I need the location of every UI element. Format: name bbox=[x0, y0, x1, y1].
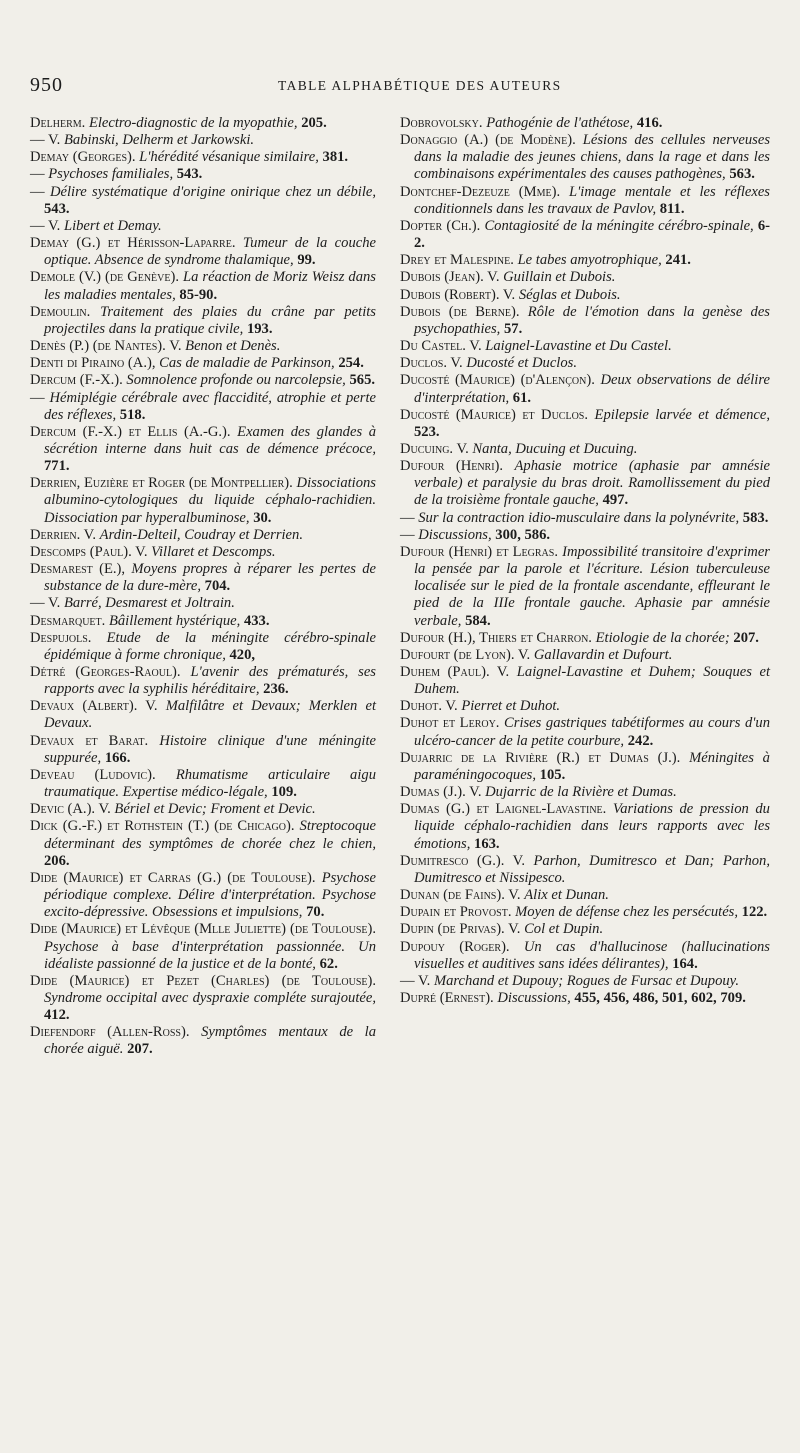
index-entry bbox=[30, 664, 376, 698]
entry-author: Dopter (Ch.). bbox=[400, 217, 481, 234]
entry-title: Rhumatisme articulaire aigu traumatique. Expertise médico-légale, bbox=[44, 766, 376, 801]
index-entry bbox=[400, 630, 770, 647]
index-entry bbox=[30, 355, 376, 372]
index-entry bbox=[30, 475, 376, 526]
entry-author: Ducuing. V. bbox=[400, 440, 469, 457]
entry-title: Le tabes amyotrophique, bbox=[517, 252, 662, 269]
entry-title: Séglas et Dubois. bbox=[518, 286, 621, 303]
entry-author: Dupouy (Roger). bbox=[400, 938, 510, 955]
entry-title: L'hérédité vésanique similaire, bbox=[139, 149, 319, 166]
entry-author: Dide (Maurice) et Pezet (Charles) (de Toulouse). bbox=[30, 972, 376, 989]
entry-author: Dubois (de Berne). bbox=[400, 303, 520, 320]
entry-pages: 61. bbox=[512, 389, 532, 406]
entry-pages: 412. bbox=[44, 1007, 70, 1024]
entry-title: Histoire clinique d'une méningite suppurée, bbox=[44, 732, 376, 766]
index-entry bbox=[400, 510, 770, 527]
entry-author: — bbox=[30, 389, 45, 406]
entry-pages: 236. bbox=[263, 681, 289, 698]
entry-pages: 241. bbox=[665, 252, 691, 269]
index-entry bbox=[400, 355, 770, 372]
entry-title: Sur la contraction idio-musculaire dans la polynévrite, bbox=[418, 509, 740, 526]
entry-title: Un cas d'hallucinose (hallucinations visuelles et auditives sans idées délirantes), bbox=[414, 938, 770, 972]
entry-pages: 433. bbox=[243, 612, 270, 629]
index-entry bbox=[400, 715, 770, 749]
entry-author: Dufour (Henri). bbox=[400, 458, 504, 475]
page-number: 950 bbox=[30, 74, 63, 96]
entry-title: Somnolence profonde ou narcolepsie, bbox=[126, 372, 346, 389]
index-entry bbox=[30, 733, 376, 767]
index-entry bbox=[400, 698, 770, 715]
entry-author: Demoulin. bbox=[30, 303, 91, 320]
entry-pages: 57. bbox=[504, 320, 523, 337]
entry-pages: 811. bbox=[659, 200, 685, 217]
index-entry bbox=[400, 784, 770, 801]
entry-author: — bbox=[30, 166, 45, 183]
entry-title: Villaret et Descomps. bbox=[151, 543, 276, 560]
entry-title: Contagiosité de la méningite cérébro-spinale, bbox=[484, 217, 754, 234]
entry-author: Dujarric de la Rivière (R.) et Dumas (J.). bbox=[400, 749, 681, 766]
entry-title: L'avenir des prématurés, ses rapports avec la syphilis héréditaire, bbox=[44, 664, 376, 698]
entry-author: Duhem (Paul). V. bbox=[400, 664, 510, 680]
entry-pages: 207. bbox=[733, 629, 759, 646]
entry-author: Dumas (G.) et Laignel-Lavastine. bbox=[400, 801, 607, 818]
entry-title: Laignel-Lavastine et Du Castel. bbox=[485, 338, 672, 355]
entry-title: Rôle de l'émotion dans la genèse des psychopathies, bbox=[414, 303, 770, 337]
index-entry bbox=[30, 973, 376, 1024]
entry-title: Psychose à base d'interprétation passionnée. Un idéaliste passionné de la justice et de la bonté, bbox=[44, 938, 376, 972]
entry-author: Dufour (Henri) et Legras. bbox=[400, 543, 558, 560]
entry-author: Delherm. bbox=[30, 115, 86, 131]
entry-title: Nanta, Ducuing et Ducuing. bbox=[472, 440, 638, 457]
entry-title: Méningites à paraméningocoques, bbox=[414, 749, 770, 783]
entry-author: Duhot et Leroy. bbox=[400, 715, 500, 732]
entry-title: Benon et Denès. bbox=[185, 338, 281, 355]
index-entry bbox=[400, 921, 770, 938]
entry-pages: 99. bbox=[297, 252, 316, 269]
index-entry bbox=[400, 304, 770, 338]
entry-author: Dumas (J.). V. bbox=[400, 784, 482, 801]
index-entry bbox=[30, 698, 376, 732]
entry-title: Barré, Desmarest et Joltrain. bbox=[63, 595, 235, 612]
entry-title: Ducosté et Duclos. bbox=[466, 355, 577, 372]
entry-pages: 163. bbox=[474, 835, 500, 852]
entry-author: Desmarquet. bbox=[30, 612, 106, 629]
entry-pages: 381. bbox=[322, 149, 349, 166]
entry-author: Dufourt (de Lyon). V. bbox=[400, 646, 531, 663]
index-entry bbox=[30, 527, 376, 544]
index-entry bbox=[400, 887, 770, 904]
entry-author: Drey et Malespine. bbox=[400, 252, 514, 269]
index-entry bbox=[30, 235, 376, 269]
entry-title: Deux observations de délire d'interprétation, bbox=[414, 372, 770, 406]
entry-pages: 6-2. bbox=[414, 217, 770, 252]
index-entry bbox=[30, 595, 376, 612]
entry-pages: 109. bbox=[271, 784, 297, 801]
entry-pages: 523. bbox=[414, 423, 440, 440]
entry-title: Libert et Demay. bbox=[63, 217, 162, 234]
entry-pages: 416. bbox=[636, 115, 663, 131]
entry-author: Dide (Maurice) et Carras (G.) (de Toulouse). bbox=[30, 869, 316, 886]
entry-title: Pierret et Duhot. bbox=[461, 698, 561, 715]
entry-author: Dercum (F.-X.). bbox=[30, 372, 123, 389]
entry-pages: 205. bbox=[301, 115, 327, 131]
entry-author: Ducosté (Maurice) et Duclos. bbox=[400, 406, 589, 423]
entry-title: Cas de maladie de Parkinson, bbox=[159, 355, 335, 372]
right-column bbox=[400, 115, 770, 1007]
page-header bbox=[30, 74, 770, 98]
index-entry bbox=[400, 527, 770, 544]
entry-author: Dupré (Ernest). bbox=[400, 989, 494, 1006]
index-entry bbox=[400, 801, 770, 852]
entry-title: Psychoses familiales, bbox=[48, 166, 174, 183]
entry-author: — bbox=[400, 526, 415, 543]
entry-title: Etude de la méningite cérébro-spinale épidémique à forme chronique, bbox=[44, 629, 376, 663]
entry-pages: 85-90. bbox=[179, 286, 218, 303]
entry-title: Tumeur de la couche optique. Absence de syndrome thalamique, bbox=[44, 235, 376, 269]
index-entry bbox=[30, 921, 376, 972]
entry-author: Dontchef-Dezeuze (Mme). bbox=[400, 183, 561, 200]
entry-title: Pathogénie de l'athétose, bbox=[486, 115, 634, 131]
entry-pages: 497. bbox=[602, 492, 629, 509]
entry-pages: 193. bbox=[246, 320, 273, 337]
entry-author: Despujols. bbox=[30, 629, 92, 646]
entry-pages: 164. bbox=[672, 955, 698, 972]
entry-title: Délire systématique d'origine onirique chez un débile, bbox=[49, 183, 377, 200]
entry-author: Devaux et Barat. bbox=[30, 732, 149, 749]
entry-pages: 30. bbox=[253, 509, 272, 526]
entry-title: Moyens propres à réparer les pertes de substance de la dure-mère, bbox=[44, 561, 376, 595]
entry-title: Col et Dupin. bbox=[524, 921, 604, 938]
index-entry bbox=[30, 801, 376, 818]
index-entry bbox=[30, 1024, 376, 1058]
entry-author: Denès (P.) (de Nantes). V. bbox=[30, 338, 182, 355]
entry-title: Guillain et Dubois. bbox=[503, 269, 616, 286]
entry-author: — V. bbox=[400, 972, 431, 989]
entry-author: Du Castel. V. bbox=[400, 338, 482, 355]
entry-pages: 420, bbox=[229, 646, 256, 663]
entry-pages: 254. bbox=[338, 355, 364, 372]
index-entry bbox=[400, 939, 770, 973]
index-entry bbox=[30, 149, 376, 166]
index-entry bbox=[30, 870, 376, 921]
index-entry bbox=[400, 269, 770, 286]
entry-pages: 565. bbox=[349, 372, 376, 389]
index-entry bbox=[400, 407, 770, 441]
entry-author: Diefendorf (Allen-Ross). bbox=[30, 1024, 190, 1041]
index-entry bbox=[400, 252, 770, 269]
index-entry bbox=[30, 372, 376, 389]
index-entry bbox=[30, 630, 376, 664]
entry-title: Malfilâtre et Devaux; Merklen et Devaux. bbox=[44, 698, 376, 732]
entry-author: Dercum (F.-X.) et Ellis (A.-G.). bbox=[30, 423, 231, 440]
entry-author: Devic (A.). V. bbox=[30, 801, 111, 818]
index-entry bbox=[400, 750, 770, 784]
entry-title: Parhon, Dumitresco et Dan; Parhon, Dumitresco et Nissipesco. bbox=[414, 852, 770, 886]
index-entry bbox=[400, 973, 770, 990]
entry-title: Examen des glandes à sécrétion interne dans huit cas de démence précoce, bbox=[44, 423, 377, 457]
entry-author: Dubois (Robert). V. bbox=[400, 286, 516, 303]
entry-title: Marchand et Dupouy; Rogues de Fursac et Dupouy. bbox=[433, 972, 740, 989]
index-entry bbox=[400, 372, 770, 406]
entry-author: Demay (G.) et Hérisson-Laparre. bbox=[30, 235, 236, 252]
index-entry bbox=[30, 818, 376, 869]
entry-title: Lésions des cellules nerveuses dans la maladie des jeunes chiens, dans la rage et dans les combinaisons expérimentales des causes pathogènes, bbox=[414, 132, 770, 183]
entry-author: Ducosté (Maurice) (d'Alençon). bbox=[400, 372, 595, 389]
index-entry bbox=[400, 441, 770, 458]
entry-pages: 166. bbox=[104, 749, 131, 766]
entry-author: Dufour (H.), Thiers et Charron. bbox=[400, 629, 592, 646]
entry-title: Symptômes mentaux de la chorée aiguë. bbox=[44, 1024, 377, 1058]
entry-title: Bâillement hystérique, bbox=[108, 612, 241, 629]
index-entry bbox=[30, 424, 376, 475]
index-entry bbox=[30, 561, 376, 595]
entry-author: Dobrovolsky. bbox=[400, 115, 483, 131]
entry-author: Dubois (Jean). V. bbox=[400, 269, 500, 286]
entry-author: Donaggio (A.) (de Modène). bbox=[400, 132, 576, 149]
entry-title: Electro-diagnostic de la myopathie, bbox=[88, 115, 298, 131]
index-entry bbox=[30, 166, 376, 183]
entry-pages: 563. bbox=[729, 166, 755, 183]
index-entry bbox=[30, 544, 376, 561]
entry-pages: 122. bbox=[741, 904, 768, 921]
entry-pages: 543. bbox=[176, 166, 203, 183]
running-head: TABLE ALPHABÉTIQUE DES AUTEURS bbox=[278, 78, 562, 93]
entry-author: Dick (G.-F.) et Rothstein (T.) (de Chicago). bbox=[30, 818, 295, 835]
index-entry bbox=[400, 647, 770, 664]
entry-author: Devaux (Albert). V. bbox=[30, 698, 158, 715]
entry-title: Syndrome occipital avec dyspraxie compléte surajoutée, bbox=[44, 989, 376, 1006]
index-entry bbox=[30, 115, 376, 132]
entry-pages: 584. bbox=[465, 612, 491, 629]
entry-author: Duhot. V. bbox=[400, 698, 458, 715]
left-column bbox=[30, 115, 376, 1059]
entry-author: Dumitresco (G.). V. bbox=[400, 852, 525, 869]
entry-pages: 62. bbox=[319, 955, 338, 972]
entry-author: Duclos. V. bbox=[400, 355, 463, 372]
index-entry bbox=[400, 664, 770, 698]
index-entry bbox=[400, 287, 770, 304]
index-entry bbox=[30, 218, 376, 235]
entry-author: Denti di Piraino (A.), bbox=[30, 355, 156, 372]
entry-pages: 771. bbox=[44, 458, 70, 475]
index-entry bbox=[30, 390, 376, 424]
entry-pages: 70. bbox=[306, 904, 325, 921]
entry-title: Dujarric de la Rivière et Dumas. bbox=[485, 784, 677, 801]
entry-pages: 105. bbox=[539, 766, 566, 783]
entry-pages: 242. bbox=[627, 732, 654, 749]
entry-author: — V. bbox=[30, 132, 61, 149]
entry-title: Aphasie motrice (aphasie par amnésie verbale) et paralysie du bras droit. Ramollissement du pied de la troisième frontale gauche, bbox=[414, 458, 771, 509]
index-entry bbox=[400, 218, 770, 252]
index-entry bbox=[30, 132, 376, 149]
entry-title: Alix et Dunan. bbox=[524, 887, 609, 904]
entry-title: Etiologie de la chorée; bbox=[595, 629, 730, 646]
entry-author: — bbox=[30, 183, 45, 200]
index-entry bbox=[30, 304, 376, 338]
entry-author: Dupin (de Privas). V. bbox=[400, 921, 521, 938]
index-entry bbox=[400, 132, 770, 183]
index-entry bbox=[400, 184, 770, 218]
index-entry bbox=[30, 184, 376, 218]
entry-title: Moyen de défense chez les persécutés, bbox=[515, 904, 738, 921]
entry-title: Discussions, bbox=[418, 526, 492, 543]
entry-title: Impossibilité transitoire d'exprimer la pensée par la parole et l'écriture. Lésion tuberculeuse localisée sur le pied de la frontale ascendante, effleurant le pied de la IIIe frontale gauche. Aphasie par amnésie verbale, bbox=[414, 543, 770, 629]
entry-pages: 518. bbox=[119, 406, 146, 423]
entry-title: Bériel et Devic; Froment et Devic. bbox=[114, 801, 316, 818]
entry-author: — V. bbox=[30, 595, 61, 612]
index-entry bbox=[400, 544, 770, 630]
index-entry bbox=[400, 990, 770, 1007]
entry-title: Discussions, bbox=[497, 989, 571, 1006]
entry-pages: 206. bbox=[44, 852, 70, 869]
entry-author: Derrien, Euzière et Roger (de Montpellier). bbox=[30, 475, 293, 492]
entry-author: Deveau (Ludovic). bbox=[30, 766, 156, 783]
index-entry bbox=[400, 853, 770, 887]
entry-title: Traitement des plaies du crâne par petits projectiles dans la pratique civile, bbox=[44, 303, 376, 337]
entry-pages: 455, 456, 486, 501, 602, 709. bbox=[574, 989, 746, 1006]
entry-title: Laignel-Lavastine et Duhem; Souques et Duhem. bbox=[414, 664, 771, 698]
entry-pages: 543. bbox=[44, 200, 70, 217]
index-entry bbox=[400, 338, 770, 355]
entry-author: Demay (Georges). bbox=[30, 149, 136, 166]
entry-pages: 300, 586. bbox=[495, 526, 551, 543]
index-entry bbox=[30, 613, 376, 630]
entry-title: Streptocoque déterminant des symptômes de chorée chez le chien, bbox=[44, 818, 376, 852]
entry-author: — bbox=[400, 509, 415, 526]
entry-author: Dide (Maurice) et Lévêque (Mlle Juliette) (de Toulouse). bbox=[30, 921, 376, 938]
index-entry bbox=[400, 458, 770, 509]
entry-title: Psychose périodique complexe. Délire d'interprétation. Psychose excito-dépressive. Obsessions et impulsions, bbox=[44, 869, 376, 921]
entry-author: Descomps (Paul). V. bbox=[30, 543, 148, 560]
index-entry bbox=[30, 767, 376, 801]
entry-title: Epilepsie larvée et démence, bbox=[594, 406, 771, 423]
entry-author: Dupain et Provost. bbox=[400, 904, 512, 921]
entry-pages: 583. bbox=[742, 509, 769, 526]
entry-author: Demole (V.) (de Genève). bbox=[30, 269, 180, 286]
entry-pages: 704. bbox=[204, 578, 231, 595]
entry-title: Crises gastriques tabétiformes au cours d'un ulcéro-cancer de la petite courbure, bbox=[414, 715, 770, 749]
entry-pages: 207. bbox=[127, 1041, 153, 1058]
entry-author: Derrien. V. bbox=[30, 526, 96, 543]
entry-title: La réaction de Moriz Weisz dans les maladies mentales, bbox=[44, 269, 376, 303]
entry-title: L'image mentale et les réflexes conditionnels dans les travaux de Pavlov, bbox=[414, 183, 770, 217]
entry-author: Desmarest (E.), bbox=[30, 561, 126, 578]
entry-title: Gallavardin et Dufourt. bbox=[533, 646, 673, 663]
entry-title: Ardin-Delteil, Coudray et Derrien. bbox=[99, 526, 303, 543]
entry-title: Dissociations albumino-cytologiques du liquide céphalo-rachidien. Dissociation par hyperalbuminose, bbox=[44, 475, 376, 526]
entry-author: Dunan (de Fains). V. bbox=[400, 887, 521, 904]
index-entry bbox=[400, 904, 770, 921]
entry-title: Variations de pression du liquide céphalo-rachidien dans leurs rapports avec les émotions, bbox=[414, 801, 770, 852]
entry-title: Hémiplégie cérébrale avec flaccidité, atrophie et perte des réflexes, bbox=[44, 389, 376, 423]
index-entry bbox=[30, 338, 376, 355]
entry-author: Détré (Georges-Raoul). bbox=[30, 664, 181, 680]
index-entry bbox=[400, 115, 770, 132]
index-entry bbox=[30, 269, 376, 303]
entry-title: Babinski, Delherm et Jarkowski. bbox=[63, 132, 255, 149]
entry-author: — V. bbox=[30, 217, 61, 234]
